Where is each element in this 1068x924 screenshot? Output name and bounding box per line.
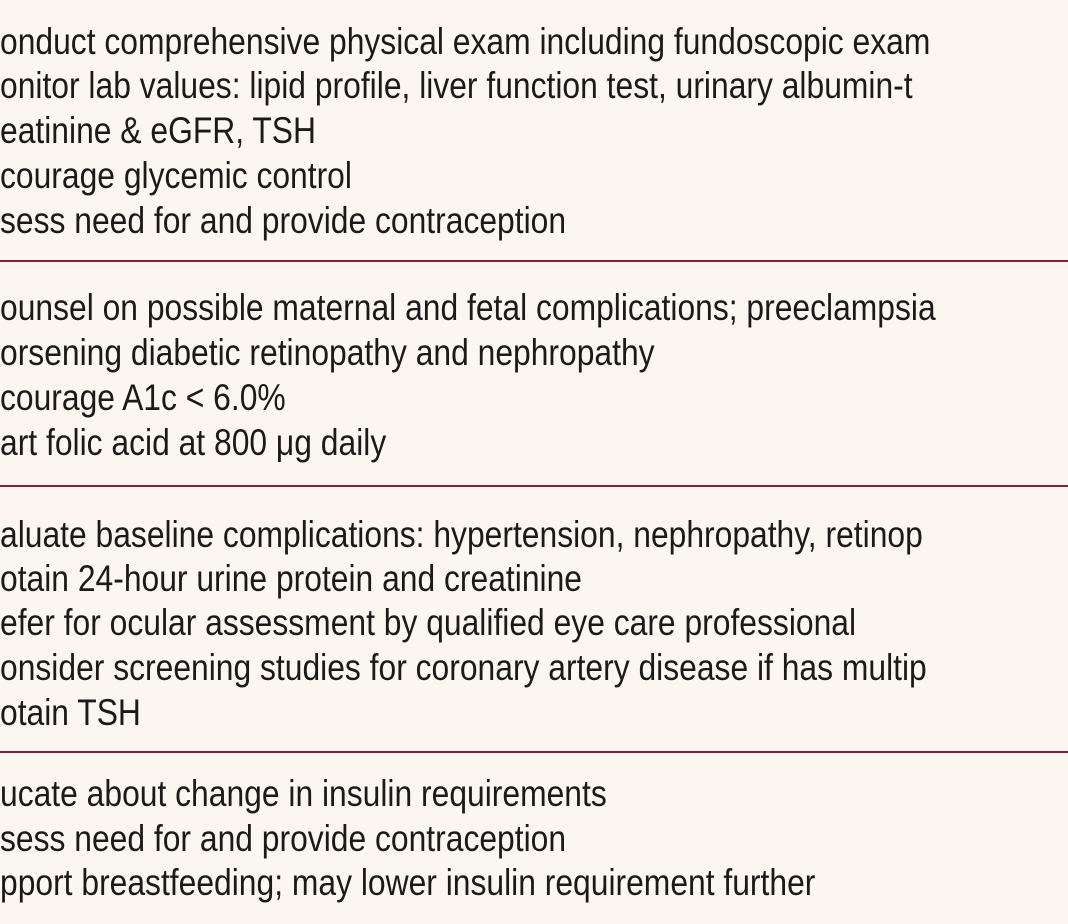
section-divider: [0, 260, 1068, 262]
list-item: courage A1c < 6.0%: [0, 377, 286, 418]
list-item: courage glycemic control: [0, 155, 352, 196]
list-item: ounsel on possible maternal and fetal complications; preeclampsia: [0, 287, 936, 328]
section-divider: [0, 485, 1068, 487]
section-divider: [0, 751, 1068, 753]
list-item: ucate about change in insulin requirements: [0, 773, 607, 814]
list-item: sess need for and provide contraception: [0, 200, 567, 241]
list-item: onitor lab values: lipid profile, liver function test, urinary albumin-t: [0, 65, 913, 106]
list-item: sess need for and provide contraception: [0, 818, 567, 859]
list-item: pport breastfeeding; may lower insulin requirement further: [0, 862, 816, 903]
list-item: onduct comprehensive physical exam including fundoscopic exam: [0, 21, 931, 62]
list-item: onsider screening studies for coronary artery disease if has multip: [0, 647, 927, 688]
list-item: art folic acid at 800 μg daily: [0, 422, 387, 463]
list-item: otain TSH: [0, 692, 141, 733]
list-item: eatinine & eGFR, TSH: [0, 110, 316, 151]
list-item: efer for ocular assessment by qualified eye care professional: [0, 602, 857, 643]
list-item: orsening diabetic retinopathy and nephropathy: [0, 332, 655, 373]
list-item: otain 24-hour urine protein and creatinine: [0, 558, 582, 599]
list-item: aluate baseline complications: hypertension, nephropathy, retinop: [0, 514, 923, 555]
